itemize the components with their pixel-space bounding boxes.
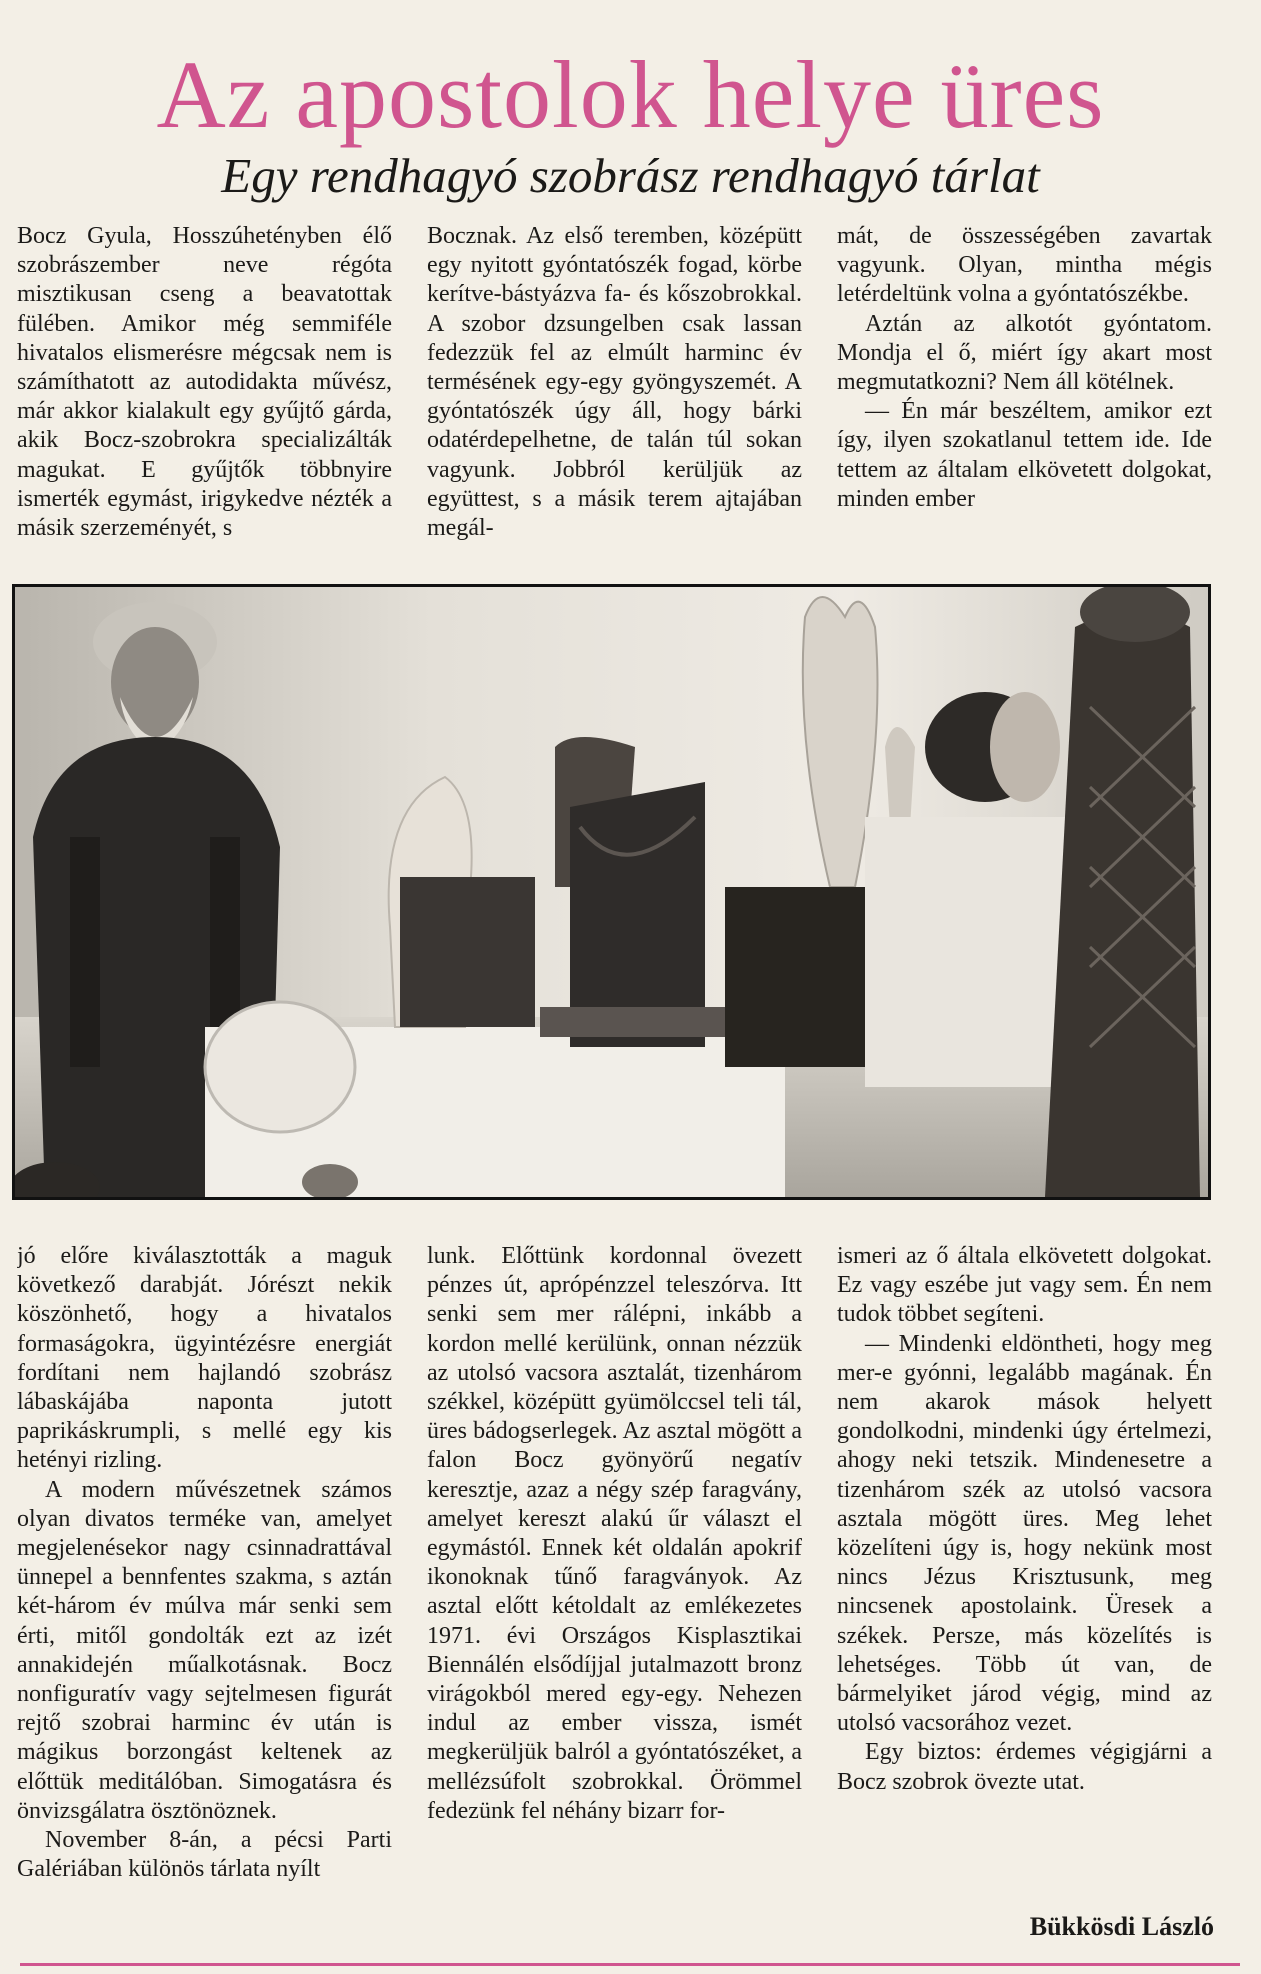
subheadline: Egy rendhagyó szobrász rendhagyó tárlat bbox=[221, 148, 1040, 203]
article-column-top-1 bbox=[17, 222, 392, 578]
article-column-bottom-1 bbox=[17, 1242, 392, 1902]
article-column-top-3 bbox=[837, 222, 1212, 578]
paragraph: Bocz Gyula, Hosszúhetényben élő szobrászember neve régóta misztikusan cseng a beavatottak fülében. Amikor még semmiféle hivatalos elismerésre mégcsak nem is számíthatott az autodidakta művész, már akkor kialakult egy gyűjtő gárda, akik Bocz-szobrokra specializálták magukat. E gyűjtők többnyire ismerték egymást, irigykedve nézték a másik szerzeményét, s bbox=[17, 223, 392, 542]
exhibition-photo bbox=[12, 584, 1211, 1200]
paragraph: — Mindenki eldöntheti, hogy meg mer-e gyónni, legalább magának. Én nem akarok mások helyett gondolkodni, mindenki úgy értelmezi, ahogy neki tetszik. Mindenesetre a tizenhárom szék az utolsó vacsora asztala mögött üres. Meg lehet közelíteni úgy is, hogy nekünk most nincs Jézus Krisztusunk, meg nincsenek apostolaink. Üresek a székek. Persze, más közelítés is lehetséges. Több út van, de bármelyiket járod végig, mind az utolsó vacsorához vezet. bbox=[837, 1330, 1212, 1737]
paragraph: jó előre kiválasztották a maguk következő darabját. Jórészt nekik köszönhető, hogy a hivatalos formaságokra, ügyintézésre energiát fordítani nem hajlandó szobrász lábaskájába naponta jutott paprikáskrumpli, s mellé egy kis hetényi rizling. bbox=[17, 1243, 392, 1474]
paragraph: mát, de összességében zavartak vagyunk. Olyan, mintha mégis letérdeltünk volna a gyóntatószékbe. bbox=[837, 223, 1212, 308]
paragraph: lunk. Előttünk kordonnal övezett pénzes út, aprópénzzel teleszórva. Itt senki sem mer rálépni, inkább a kordon mellé kerülünk, onnan nézzük az utolsó vacsora asztalát, tizenhárom székkel, középütt gyümölccsel teli tál, üres bádogserlegek. Az asztal mögött a falon Bocz gyönyörű negatív keresztje, azaz a négy szép faragvány, amelyet kereszt alakú űr választ el egymástól. Ennek két oldalán apokrif ikonoknak tűnő faragványok. Az asztal előtt kétoldalt az emlékezetes 1971. évi Országos Kisplasztikai Biennálén elsődíjjal jutalmazott bronz virágokból mered egy-egy. Nehezen indul az ember vissza, ismét megkerüljük balról a gyóntatószéket, a mellézsúfolt szobrokkal. Örömmel fedezünk fel néhány bizarr for- bbox=[427, 1243, 802, 1824]
article-column-top-2 bbox=[427, 222, 802, 578]
paragraph: Egy biztos: érdemes végigjárni a Bocz szobrok övezte utat. bbox=[837, 1739, 1212, 1795]
paragraph: A modern művészetnek számos olyan divatos terméke van, amelyet megjelenésekor nagy csinnadrattával ünnepel a bennfentes szakma, s aztán két-három év múlva már senki sem érti, mitől gondolták ezt az izét annakidején műalkotásnak. Bocz nonfiguratív vagy sejtelmesen figurát rejtő szobrai harminc év után is mágikus borzongást keltenek az előttük meditálóban. Simogatásra és önvizsgálatra ösztönöznek. bbox=[17, 1476, 392, 1824]
paragraph: Aztán az alkotót gyóntatom. Mondja el ő, miért így akart most megmutatkozni? Nem áll kötélnek. bbox=[837, 310, 1212, 396]
headline: Az apostolok helye üres bbox=[156, 41, 1105, 148]
paragraph: Bocznak. Az első teremben, középütt egy nyitott gyóntatószék fogad, körbe kerítve-bástyázva fa- és kőszobrokkal. A szobor dzsungelben csak lassan fedezzük fel az elmúlt harminc év termésének egy-egy gyöngyszemét. A gyóntatószék úgy áll, hogy bárki odatérdepelhetne, de talán túl sokan vagyunk. Jobbról kerüljük az együttest, s a másik terem ajtajában megál- bbox=[427, 223, 802, 542]
bottom-rule bbox=[20, 1963, 1240, 1966]
paragraph: — Én már beszéltem, amikor ezt így, ilyen szokatlanul tettem ide. Ide tettem az általam elkövetett dolgokat, minden ember bbox=[837, 398, 1212, 512]
author-signature: Bükkösdi László bbox=[1029, 1912, 1214, 1941]
article-column-bottom-2 bbox=[427, 1242, 802, 1902]
article-column-bottom-3 bbox=[837, 1242, 1212, 1902]
paragraph: November 8-án, a pécsi Parti Galériában különös tárlata nyílt bbox=[17, 1827, 392, 1883]
paragraph: ismeri az ő általa elkövetett dolgokat. Ez vagy eszébe jut vagy sem. Én nem tudok többet segíteni. bbox=[837, 1243, 1212, 1328]
photo-illustration bbox=[15, 587, 1208, 1197]
